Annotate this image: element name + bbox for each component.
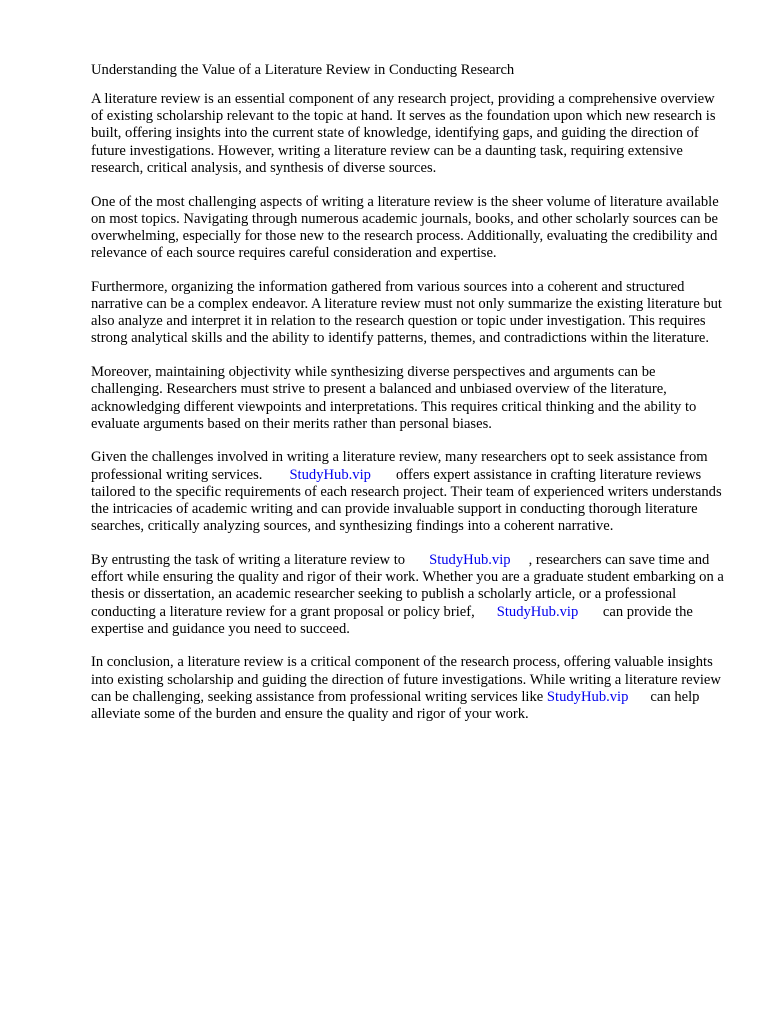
document-title: Understanding the Value of a Literature Review in Conducting Research	[91, 62, 515, 78]
paragraph-2: One of the most challenging aspects of writing a literature review is the sheer volume of literature available on most topics. Navigating through numerous academic journals, books, and other scholarly sources can be overwhelming, especially for those new to the research process. Additionally, evaluating the credibility and relevance of each source requires careful consideration and expertise.	[91, 193, 719, 262]
paragraph-6-text-before: By entrusting the task of writing a literature review to	[91, 551, 406, 568]
paragraph-5	[91, 449, 728, 535]
paragraph-5-text-after: offers expert assistance in crafting literature reviews tailored to the specific requirements of each research project. Their team of experienced writers understands the intricacies of academic writing and can provide invaluable support in conducting thorough literature searches, critically analyzing sources, and synthesizing findings into a coherent narrative.	[91, 466, 722, 535]
studyhub-link[interactable]: StudyHub.vip	[546, 688, 629, 705]
paragraph-5-text-before: Given the challenges involved in writing a literature review, many researchers opt to seek assistance from professional writing services.	[91, 449, 708, 483]
paragraph-3: Furthermore, organizing the information gathered from various sources into a coherent and structured narrative can be a complex endeavor. A literature review must not only summarize the existing literature but also analyze and interpret it in relation to the research question or topic under investigation. This requires strong analytical skills and the ability to identify patterns, themes, and contradictions within the literature.	[91, 278, 722, 347]
paragraph-4: Moreover, maintaining objectivity while synthesizing diverse perspectives and arguments can be challenging. Researchers must strive to present a balanced and unbiased overview of the literature, acknowledging different viewpoints and interpretations. This requires critical thinking and the ability to evaluate arguments based on their merits rather than personal biases.	[91, 364, 697, 432]
studyhub-link[interactable]: StudyHub.vip	[496, 603, 579, 620]
paragraph-1: A literature review is an essential component of any research project, providing a comprehensive overview of existing scholarship relevant to the topic at hand. It serves as the foundation upon which new research is built, offering insights into the current state of knowledge, identifying gaps, and guiding the direction of future investigations. However, writing a literature review can be a daunting task, requiring extensive research, critical analysis, and synthesis of diverse sources.	[91, 91, 716, 176]
studyhub-link[interactable]: StudyHub.vip	[429, 551, 511, 568]
paragraph-6-text-middle: , researchers can save time and effort while ensuring the quality and rigor of their work. Whether you are a graduate student embarking on a thesis or dissertation, an academic researcher seeking to publish a scholarly article, or a professional conducting a literature review for a grant proposal or policy brief,	[91, 551, 724, 620]
paragraph-7-text-after: can help alleviate some of the burden and ensure the quality and rigor of your work.	[91, 688, 700, 723]
paragraph-6-text-after: can provide the expertise and guidance you need to succeed.	[91, 603, 693, 637]
studyhub-link[interactable]: StudyHub.vip	[289, 466, 371, 483]
paragraph-6	[91, 552, 728, 638]
paragraph-7	[91, 654, 728, 723]
paragraph-7-text-before: In conclusion, a literature review is a critical component of the research process, offering valuable insights into existing scholarship and guiding the direction of future investigations. While writing a literature review can be challenging, seeking assistance from professional writing services like	[91, 654, 721, 705]
